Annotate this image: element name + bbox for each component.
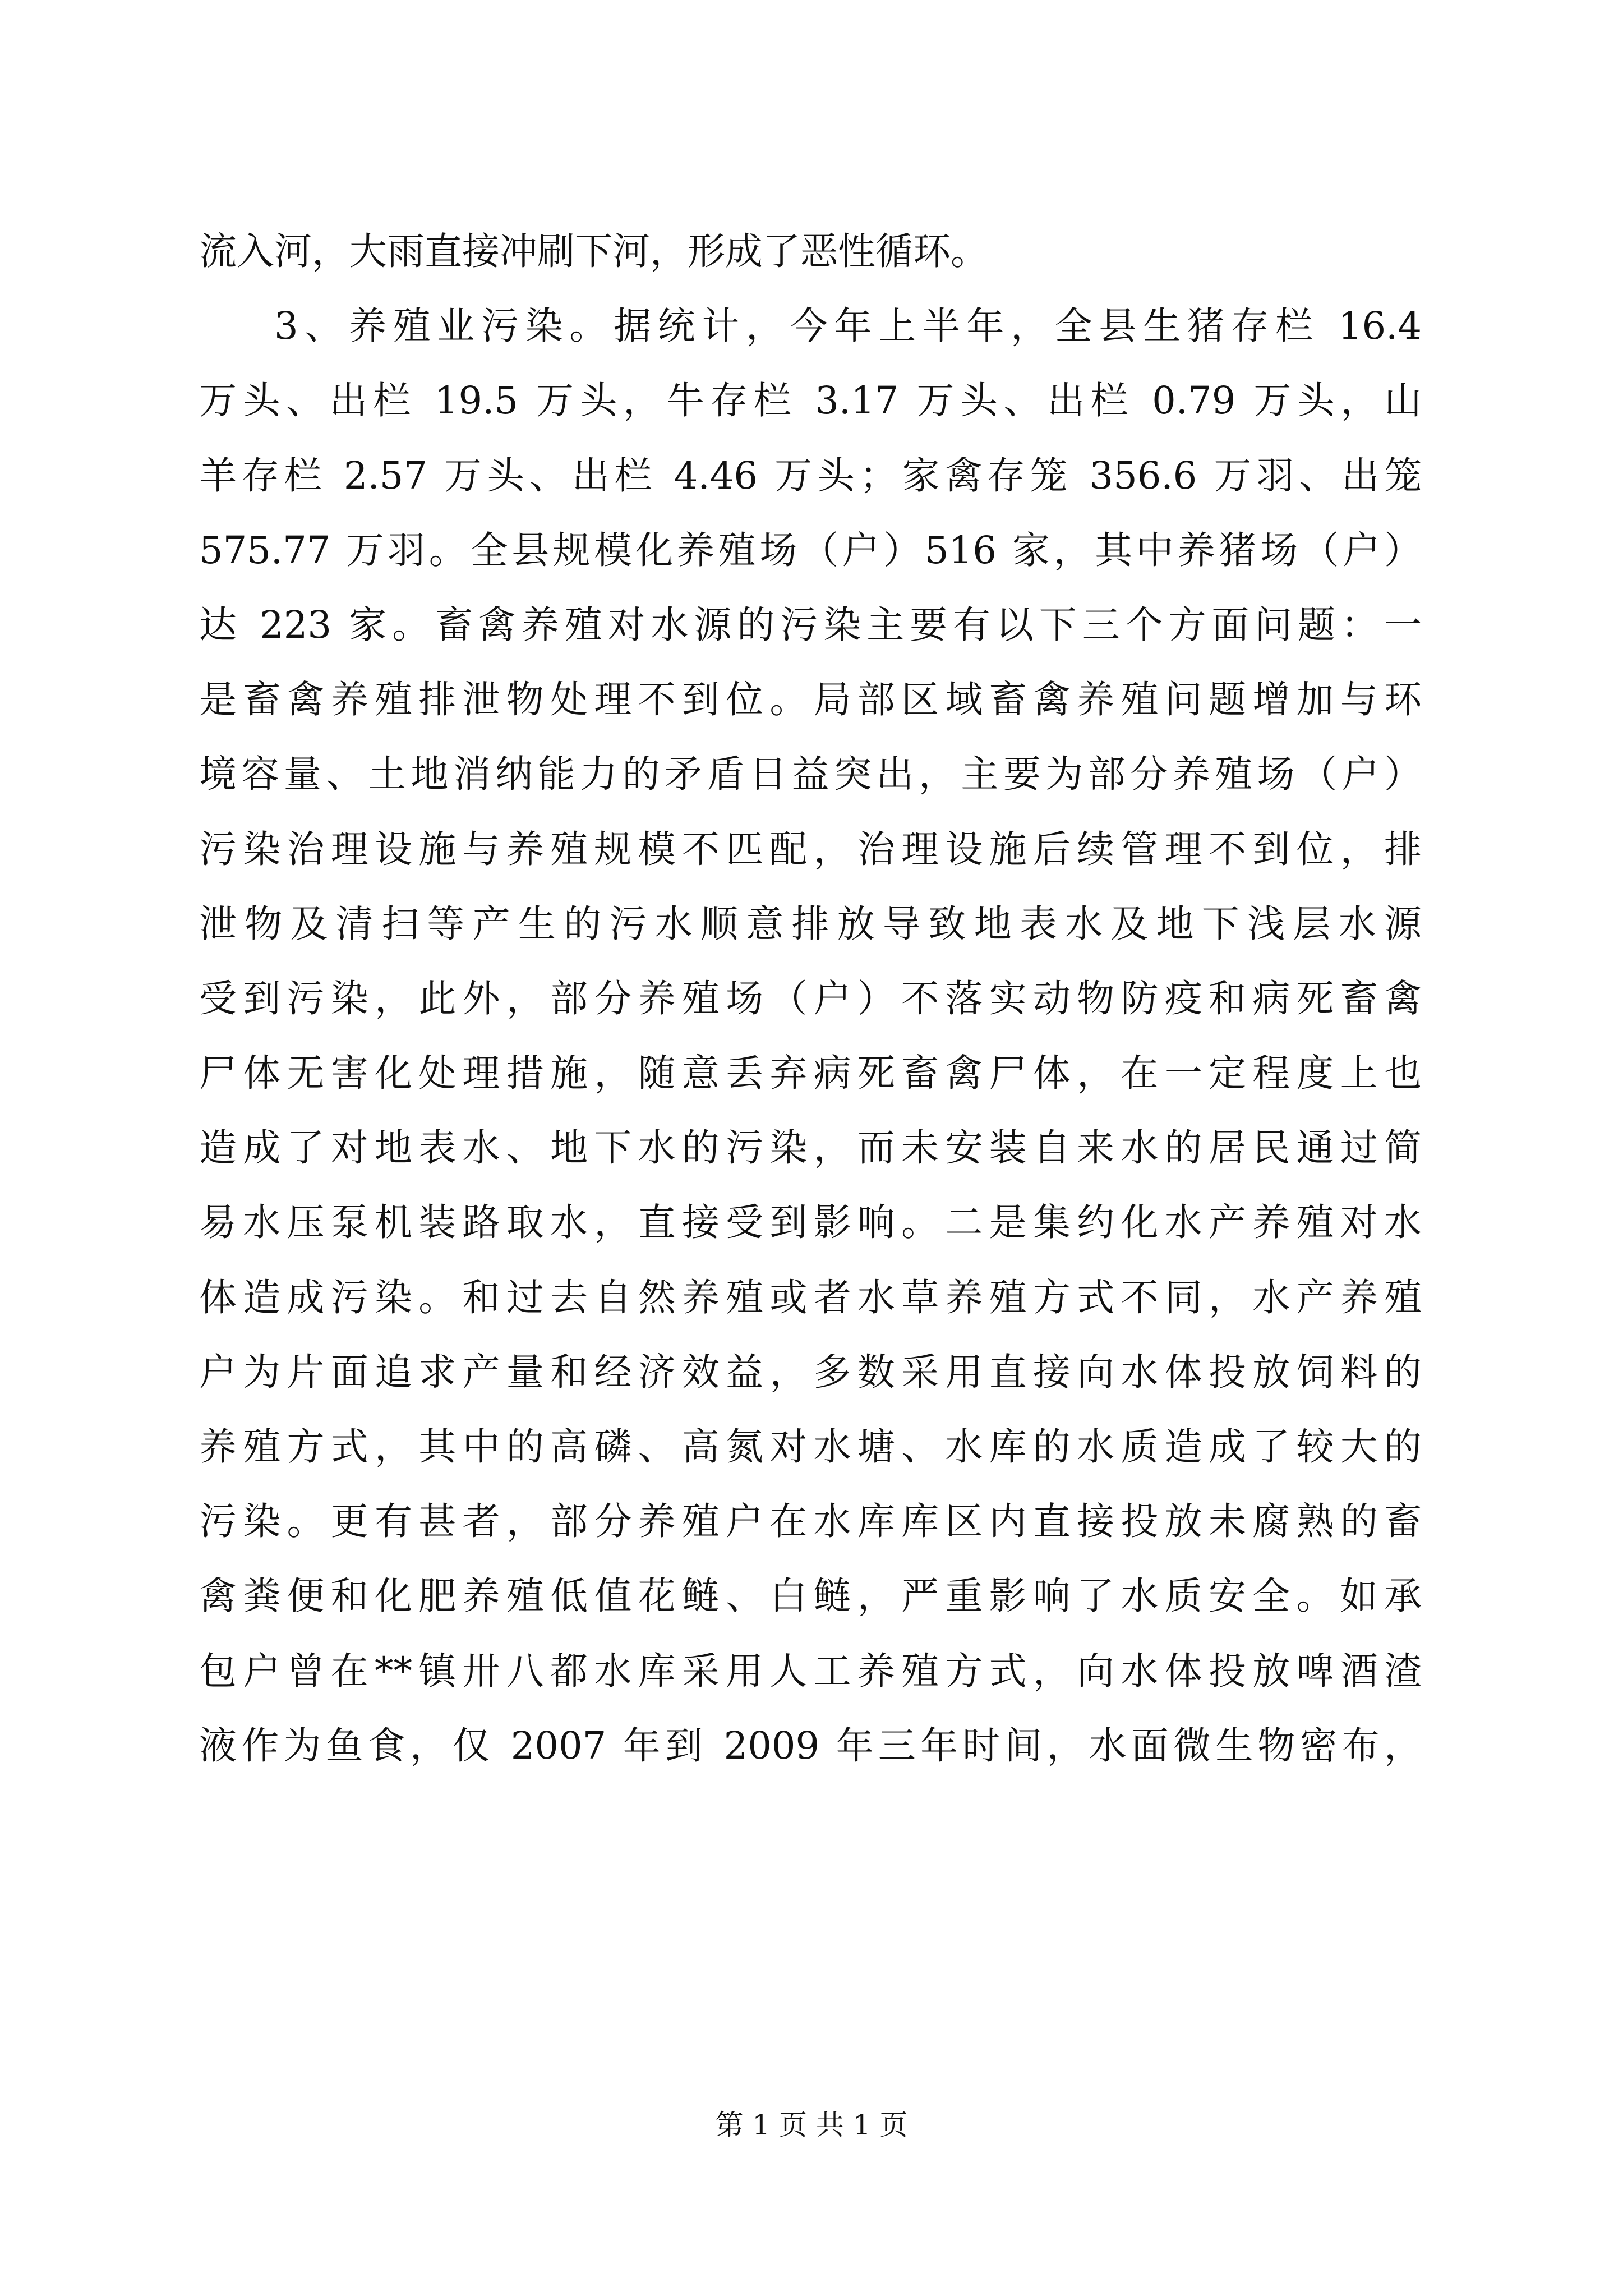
text-line: 户为片面追求产量和经济效益，多数采用直接向水体投放饲料的: [199, 1350, 1422, 1394]
page-footer: 第 1 页 共 1 页: [715, 2109, 908, 2141]
text-line: 禽粪便和化肥养殖低值花鲢、白鲢，严重影响了水质安全。如承: [199, 1574, 1422, 1618]
text-line: 流入河，大雨直接冲刷下河，形成了恶性循环。: [199, 229, 988, 273]
text-line: 达 223 家。畜禽养殖对水源的污染主要有以下三个方面问题：一: [199, 602, 1422, 647]
text-line: 易水压泵机装路取水，直接受到影响。二是集约化水产养殖对水: [199, 1200, 1422, 1245]
text-line: 包户曾在**镇卅八都水库采用人工养殖方式，向水体投放啤酒渣: [199, 1649, 1422, 1693]
text-line: 泄物及清扫等产生的污水顺意排放导致地表水及地下浅层水源: [199, 901, 1422, 946]
text-line: 养殖方式，其中的高磷、高氮对水塘、水库的水质造成了较大的: [199, 1425, 1422, 1469]
text-line: 受到污染，此外，部分养殖场（户）不落实动物防疫和病死畜禽: [199, 976, 1422, 1020]
body-text: [199, 226, 1422, 1795]
text-line: 羊存栏 2.57 万头、出栏 4.46 万头；家禽存笼 356.6 万羽、出笼: [199, 453, 1422, 498]
text-line: 是畜禽养殖排泄物处理不到位。局部区域畜禽养殖问题增加与环: [199, 678, 1422, 722]
text-line: 3、养殖业污染。据统计，今年上半年，全县生猪存栏 16.4: [274, 304, 1422, 348]
text-line: 液作为鱼食，仅 2007 年到 2009 年三年时间，水面微生物密布，: [199, 1723, 1422, 1768]
text-line: 体造成污染。和过去自然养殖或者水草养殖方式不同，水产养殖: [199, 1275, 1422, 1319]
text-line: 污染治理设施与养殖规模不匹配，治理设施后续管理不到位，排: [199, 827, 1422, 871]
text-line: 境容量、土地消纳能力的矛盾日益突出，主要为部分养殖场（户）: [199, 752, 1422, 797]
text-line: 万头、出栏 19.5 万头，牛存栏 3.17 万头、出栏 0.79 万头，山: [199, 379, 1422, 423]
text-line: 污染。更有甚者，部分养殖户在水库库区内直接投放未腐熟的畜: [199, 1499, 1422, 1544]
text-line: 575.77 万羽。全县规模化养殖场（户）516 家，其中养猪场（户）: [199, 528, 1422, 572]
text-line: 造成了对地表水、地下水的污染，而未安装自来水的居民通过简: [199, 1126, 1422, 1170]
text-line: 尸体无害化处理措施，随意丢弃病死畜禽尸体，在一定程度上也: [199, 1051, 1422, 1096]
